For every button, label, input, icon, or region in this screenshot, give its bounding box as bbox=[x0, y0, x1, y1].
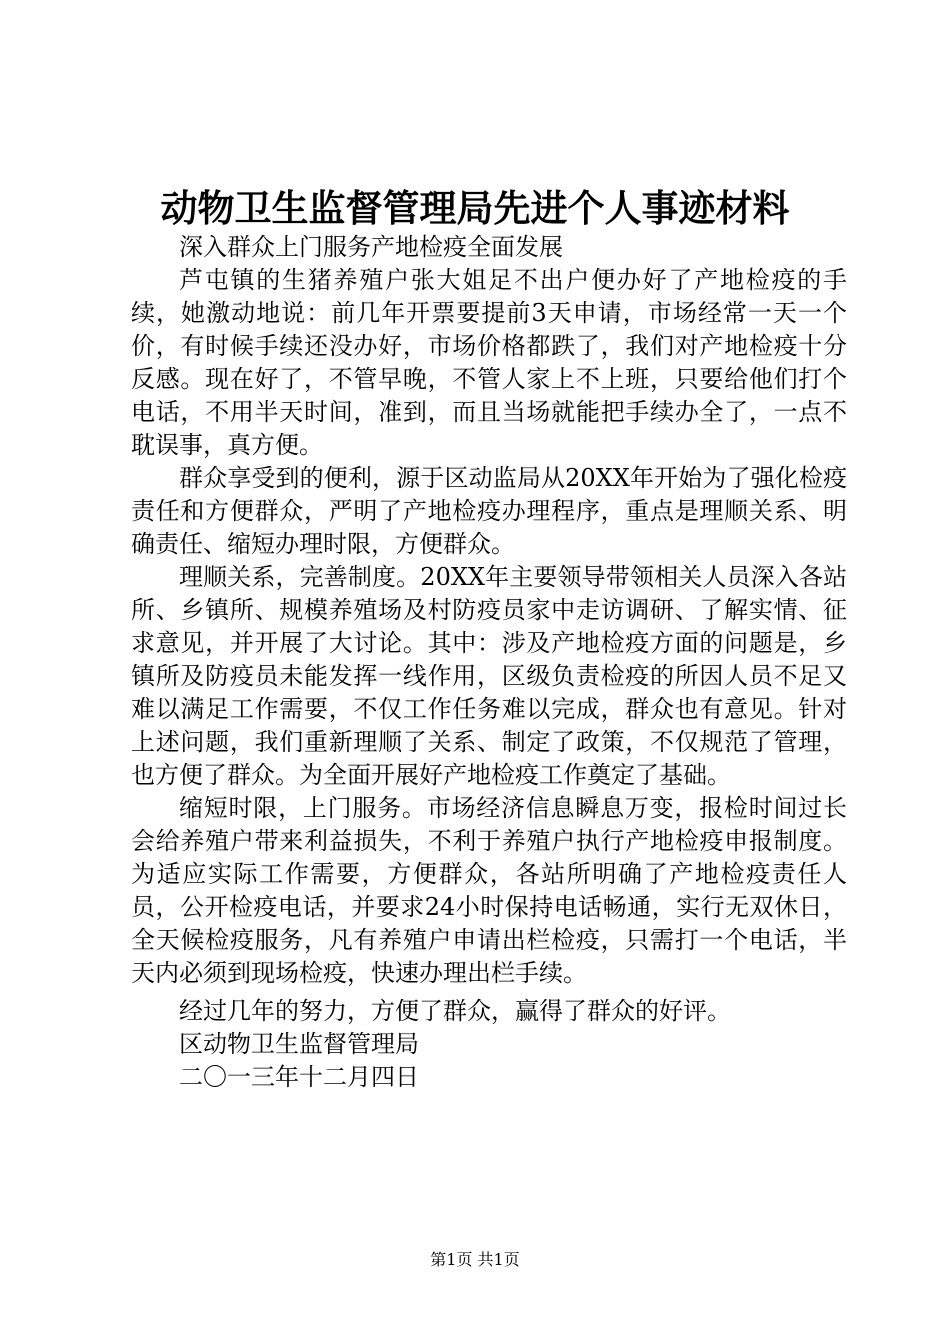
signature-date: 二〇一三年十二月四日 bbox=[179, 1063, 419, 1091]
subtitle-paragraph: 深入群众上门服务产地检疫全面发展 bbox=[179, 233, 563, 261]
document-closing bbox=[131, 995, 847, 1094]
page-number-footer: 第1页 共1页 bbox=[430, 1250, 520, 1269]
closing-remark: 经过几年的努力，方便了群众，赢得了群众的好评。 bbox=[179, 997, 731, 1025]
body-paragraph: 芦屯镇的生猪养殖户张大姐足不出户便办好了产地检疫的手续，她激动地说：前几年开票要提前3天申请，市场经常一天一个价，有时候手续还没办好，市场价格都跌了，我们对产地检疫十分反感。现在好了，不管早晚，不管人家上不上班，只要给他们打个电话，不用半天时间，准到，而且当场就能把手续办全了，一点不耽误事，真方便。 bbox=[131, 266, 847, 459]
body-paragraph: 缩短时限，上门服务。市场经济信息瞬息万变，报检时间过长会给养殖户带来利益损失，不利于养殖户执行产地检疫申报制度。为适应实际工作需要，方便群众，各站所明确了产地检疫责任人员，公开检疫电话，并要求24小时保持电话畅通，实行无双休日，全天候检疫服务，凡有养殖户申请出栏检疫，只需打一个电话，半天内必须到现场检疫，快速办理出栏手续。 bbox=[131, 794, 847, 987]
body-paragraph: 群众享受到的便利，源于区动监局从20XX年开始为了强化检疫责任和方便群众，严明了产地检疫办理程序，重点是理顺关系、明确责任、缩短办理时限，方便群众。 bbox=[131, 464, 847, 558]
document-title: 动物卫生监督管理局先进个人事迹材料 bbox=[160, 186, 790, 230]
document-body bbox=[131, 231, 847, 990]
signature-organization: 区动物卫生监督管理局 bbox=[179, 1030, 419, 1058]
body-paragraph: 理顺关系，完善制度。20XX年主要领导带领相关人员深入各站所、乡镇所、规模养殖场及村防疫员家中走访调研、了解实情、征求意见，并开展了大讨论。其中：涉及产地检疫方面的问题是，乡镇所及防疫员未能发挥一线作用，区级负责检疫的所因人员不足又难以满足工作需要，不仅工作任务难以完成，群众也有意见。针对上述问题，我们重新理顺了关系、制定了政策，不仅规范了管理，也方便了群众。为全面开展好产地检疫工作奠定了基础。 bbox=[131, 563, 847, 789]
